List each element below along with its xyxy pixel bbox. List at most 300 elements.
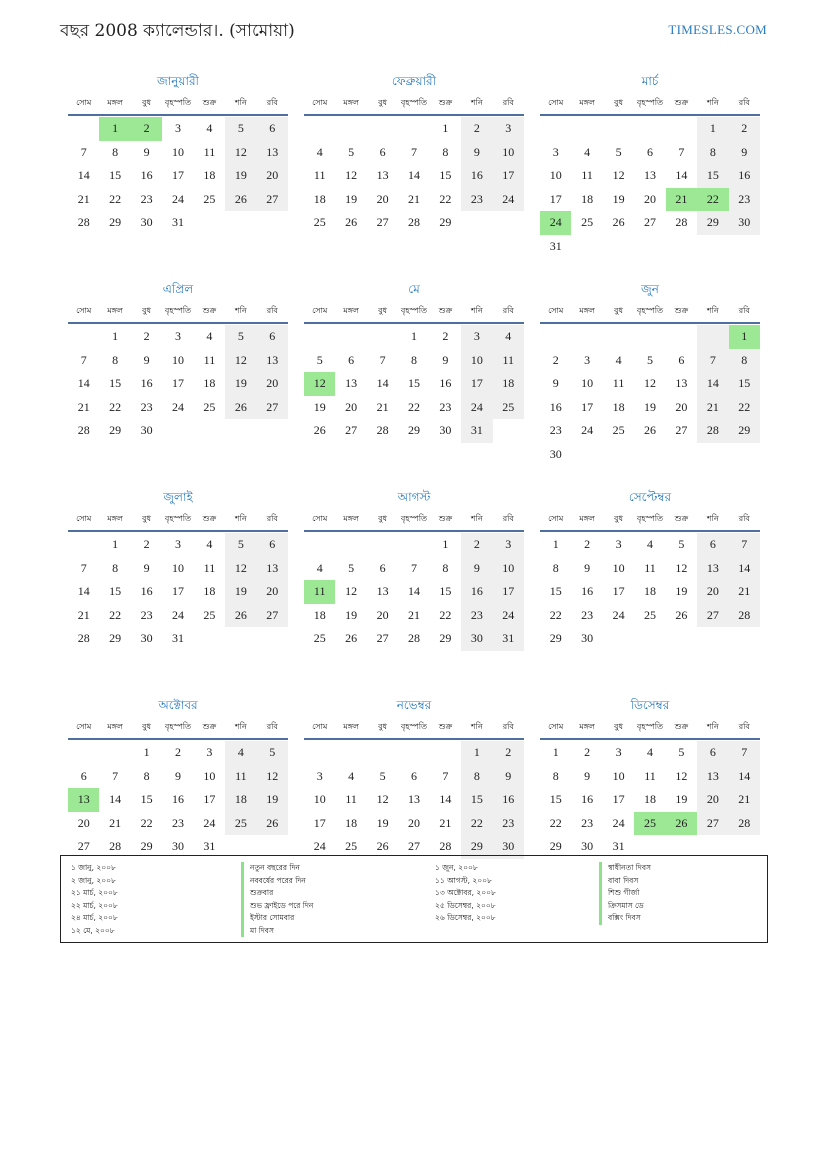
day-cell: 25 (581, 215, 594, 229)
day-cell: 13 (407, 792, 420, 806)
day-cell: 17 (171, 376, 184, 390)
day-grid (540, 741, 760, 859)
day-cell: 26 (675, 607, 688, 622)
day-cell: 8 (552, 768, 559, 783)
empty-cell (335, 533, 366, 557)
day-cell: 5 (348, 144, 355, 159)
day-cell: 20 (697, 580, 728, 604)
day-cell: 31 (171, 215, 184, 229)
day-cell: 17 (171, 584, 184, 598)
holiday-day-cell: 22 (697, 188, 728, 212)
day-cell: 21 (77, 191, 90, 206)
month-calendar (540, 278, 760, 486)
day-cell: 3 (584, 352, 591, 367)
month-title: জুলাই (163, 490, 193, 504)
day-cell: 14 (697, 372, 728, 396)
day-cell: 24 (612, 607, 625, 622)
weekday-label: সোম (76, 98, 92, 107)
weekday-header (304, 508, 524, 532)
day-cell: 5 (225, 325, 256, 349)
weekday-label: মঙ্গল (107, 306, 123, 315)
holiday-date: ১১ আগস্ট, ২০০৮ (435, 875, 492, 885)
day-cell: 31 (203, 839, 216, 853)
day-cell: 9 (442, 352, 449, 367)
weekday-header (540, 300, 760, 324)
day-cell: 7 (80, 144, 87, 159)
day-cell: 21 (729, 580, 760, 604)
day-cell: 24 (461, 396, 492, 420)
day-cell: 19 (612, 191, 625, 206)
day-cell: 25 (203, 191, 216, 206)
day-cell: 19 (376, 815, 389, 830)
day-cell: 29 (109, 631, 122, 645)
day-cell: 21 (376, 399, 389, 414)
weekday-label: বৃহস্পতি (400, 514, 428, 523)
weekday-label: সোম (312, 306, 328, 315)
weekday-header (304, 716, 524, 740)
day-cell: 24 (581, 423, 594, 437)
month-calendar (304, 486, 524, 694)
day-cell: 26 (345, 215, 358, 229)
day-cell: 6 (379, 144, 386, 159)
empty-cell (540, 325, 571, 349)
day-cell: 28 (729, 604, 760, 628)
day-cell: 29 (439, 631, 452, 645)
day-cell: 20 (345, 399, 358, 414)
day-cell: 5 (257, 741, 288, 765)
day-cell: 20 (675, 399, 688, 414)
weekday-label: শনি (470, 514, 483, 523)
day-cell: 25 (313, 631, 326, 645)
empty-cell (398, 117, 429, 141)
empty-cell (367, 741, 398, 765)
day-cell: 7 (442, 768, 449, 783)
day-cell: 20 (77, 815, 90, 830)
day-cell: 18 (203, 168, 216, 182)
day-cell: 24 (313, 839, 326, 853)
day-cell: 24 (612, 815, 625, 830)
day-cell: 20 (376, 607, 389, 622)
empty-cell (367, 533, 398, 557)
weekday-label: রবি (738, 306, 750, 315)
holiday-date: ২৫ ডিসেম্বর, ২০০৮ (435, 900, 496, 910)
day-cell: 16 (493, 788, 524, 812)
day-cell: 18 (345, 815, 358, 830)
day-cell: 19 (225, 372, 256, 396)
empty-cell (540, 117, 571, 141)
day-cell: 9 (493, 765, 524, 789)
day-cell: 20 (376, 191, 389, 206)
day-cell: 15 (439, 584, 452, 598)
day-cell: 2 (584, 745, 591, 759)
day-cell: 4 (316, 144, 323, 159)
day-cell: 25 (612, 423, 625, 437)
day-cell: 13 (257, 557, 288, 581)
day-cell: 21 (77, 399, 90, 414)
empty-cell (304, 741, 335, 765)
month-title: আগস্ট (397, 490, 431, 504)
holiday-date: ২৬ ডিসেম্বর, ২০০৮ (435, 913, 496, 922)
weekday-header (304, 92, 524, 116)
day-cell: 28 (697, 419, 728, 443)
day-cell: 21 (407, 607, 420, 622)
weekday-label: মঙ্গল (107, 98, 123, 107)
day-cell: 6 (697, 533, 728, 557)
weekday-label: সোম (76, 514, 92, 523)
weekday-label: শনি (706, 98, 719, 107)
day-cell: 31 (493, 627, 524, 651)
month-title: মার্চ (641, 74, 659, 88)
day-cell: 18 (612, 399, 625, 414)
day-cell: 16 (171, 792, 184, 806)
day-cell: 18 (225, 788, 256, 812)
day-cell: 19 (675, 792, 688, 806)
month-title: জুন (641, 282, 659, 296)
empty-cell (697, 325, 728, 349)
month-title: জানুয়ারী (157, 74, 199, 88)
day-cell: 7 (410, 144, 417, 159)
day-cell: 23 (581, 815, 594, 830)
day-cell: 15 (109, 376, 122, 390)
day-cell: 3 (615, 745, 622, 759)
day-cell: 22 (140, 815, 153, 830)
weekday-label: রবি (738, 514, 750, 523)
day-cell: 11 (644, 560, 656, 575)
day-cell: 9 (552, 376, 559, 390)
day-cell: 25 (345, 839, 358, 853)
day-cell: 10 (612, 560, 625, 575)
month-calendar (540, 486, 760, 694)
day-cell: 25 (313, 215, 326, 229)
holiday-date: ১ জানু, ২০০৮ (71, 863, 116, 872)
day-cell: 14 (675, 168, 688, 182)
day-cell: 21 (77, 607, 90, 622)
day-cell: 8 (112, 352, 119, 367)
day-cell: 2 (552, 352, 559, 367)
month-calendar (68, 486, 288, 694)
weekday-label: রবি (266, 306, 278, 315)
day-cell: 9 (461, 557, 492, 581)
weekday-label: বৃহস্পতি (400, 722, 428, 731)
holiday-date: ২ জানু, ২০০৮ (71, 875, 116, 885)
day-cell: 27 (257, 396, 288, 420)
weekday-label: মঙ্গল (579, 514, 595, 523)
day-cell: 28 (77, 423, 90, 437)
empty-cell (304, 325, 335, 349)
day-cell: 30 (140, 631, 153, 645)
day-cell: 11 (493, 349, 524, 373)
month-title: নভেম্বর (396, 698, 432, 712)
day-cell: 13 (376, 168, 389, 182)
holiday-name: স্বাধীনতা দিবস (599, 862, 651, 875)
empty-cell (634, 117, 665, 141)
weekday-label: বৃহস্পতি (164, 306, 192, 315)
day-cell: 18 (493, 372, 524, 396)
day-cell: 13 (257, 141, 288, 165)
day-cell: 15 (109, 584, 122, 598)
holiday-dates-col-1 (71, 862, 118, 937)
day-cell: 22 (109, 399, 122, 414)
day-cell: 15 (549, 792, 562, 806)
day-cell: 27 (376, 631, 389, 645)
weekday-label: শনি (706, 306, 719, 315)
day-cell: 18 (203, 584, 216, 598)
day-cell: 12 (376, 792, 389, 806)
empty-cell (335, 325, 366, 349)
day-cell: 2 (493, 741, 524, 765)
day-cell: 3 (174, 537, 181, 551)
day-cell: 5 (678, 745, 685, 759)
day-grid (540, 117, 760, 258)
day-cell: 11 (203, 144, 216, 159)
day-cell: 16 (549, 399, 562, 414)
weekday-header (68, 508, 288, 532)
holiday-name: নতুন বছরের দিন (241, 862, 313, 875)
brand-link[interactable]: TIMESLES.COM (668, 22, 767, 37)
day-cell: 3 (493, 117, 524, 141)
weekday-label: শুক্র (674, 98, 689, 107)
weekday-label: শুক্র (202, 722, 217, 731)
day-cell: 15 (549, 584, 562, 598)
weekday-label: রবি (266, 722, 278, 731)
day-cell: 14 (77, 168, 90, 182)
weekday-label: সোম (548, 306, 564, 315)
day-cell: 17 (493, 164, 524, 188)
day-cell: 9 (143, 144, 150, 159)
day-cell: 11 (581, 168, 593, 182)
day-cell: 23 (171, 815, 184, 830)
weekday-label: শুক্র (202, 514, 217, 523)
day-cell: 6 (257, 533, 288, 557)
empty-cell (367, 325, 398, 349)
day-cell: 17 (461, 372, 492, 396)
day-cell: 20 (257, 372, 288, 396)
day-cell: 9 (584, 768, 591, 783)
day-cell: 14 (407, 168, 420, 182)
day-cell: 13 (697, 765, 728, 789)
day-cell: 18 (643, 584, 656, 598)
day-cell: 24 (493, 604, 524, 628)
day-cell: 15 (407, 376, 420, 390)
month-title: ডিসেম্বর (630, 698, 670, 712)
day-cell: 4 (646, 537, 653, 551)
day-cell: 7 (678, 144, 685, 159)
day-cell: 9 (461, 141, 492, 165)
weekday-label: সোম (312, 98, 328, 107)
holiday-name: ইস্টার সোমবার (241, 912, 313, 925)
empty-cell (666, 325, 697, 349)
weekday-label: মঙ্গল (343, 722, 359, 731)
day-cell: 21 (439, 815, 452, 830)
day-cell: 14 (729, 765, 760, 789)
weekday-label: রবি (266, 98, 278, 107)
day-cell: 24 (493, 188, 524, 212)
day-cell: 30 (581, 839, 594, 853)
day-cell: 26 (376, 839, 389, 853)
holiday-day-cell: 26 (666, 812, 697, 836)
weekday-label: মঙ্গল (579, 722, 595, 731)
weekday-label: শনি (234, 98, 247, 107)
day-cell: 10 (171, 352, 184, 367)
weekday-label: বুধ (378, 722, 388, 731)
day-cell: 4 (646, 745, 653, 759)
day-cell: 17 (493, 580, 524, 604)
weekday-label: মঙ্গল (579, 306, 595, 315)
day-cell: 15 (697, 164, 728, 188)
weekday-label: শনি (234, 306, 247, 315)
day-cell: 1 (410, 329, 417, 343)
day-cell: 12 (643, 376, 656, 390)
day-cell: 8 (442, 560, 449, 575)
day-cell: 29 (109, 215, 122, 229)
holiday-name: বক্সিং দিবস (599, 912, 651, 925)
day-cell: 1 (552, 537, 559, 551)
holiday-date: ২১ মার্চ, ২০০৮ (71, 888, 118, 897)
day-cell: 29 (407, 423, 420, 437)
weekday-label: বুধ (614, 514, 624, 523)
weekday-label: শুক্র (202, 98, 217, 107)
day-cell: 13 (643, 168, 656, 182)
month-title: অক্টোবর (158, 698, 198, 712)
day-cell: 12 (345, 168, 358, 182)
weekday-label: শনি (234, 722, 247, 731)
day-cell: 12 (225, 141, 256, 165)
day-cell: 26 (225, 188, 256, 212)
day-cell: 11 (203, 352, 216, 367)
holiday-day-cell: 11 (304, 580, 335, 604)
day-cell: 19 (257, 788, 288, 812)
holiday-date: ১ জুন, ২০০৮ (435, 863, 478, 872)
day-cell: 22 (109, 607, 122, 622)
day-grid (304, 741, 524, 859)
day-cell: 14 (77, 584, 90, 598)
weekday-label: মঙ্গল (579, 98, 595, 107)
day-cell: 21 (697, 396, 728, 420)
day-cell: 1 (461, 741, 492, 765)
weekday-label: শুক্র (438, 98, 453, 107)
holiday-day-cell: 1 (99, 117, 130, 141)
day-cell: 17 (549, 191, 562, 206)
day-cell: 6 (646, 144, 653, 159)
holiday-name: ক্রিসমাস ডে (599, 900, 651, 913)
day-cell: 13 (675, 376, 688, 390)
day-cell: 10 (549, 168, 562, 182)
holiday-name: নববর্ষের পরের দিন (241, 875, 313, 888)
holiday-name: শিশু গীর্জা (599, 887, 651, 900)
day-cell: 26 (345, 631, 358, 645)
holiday-name: শুভ ফ্রাইডে পরে দিন (241, 900, 313, 913)
day-cell: 3 (174, 121, 181, 135)
day-cell: 24 (171, 191, 184, 206)
empty-cell (571, 117, 602, 141)
day-cell: 2 (143, 329, 150, 343)
day-cell: 29 (697, 211, 728, 235)
day-cell: 20 (697, 788, 728, 812)
weekday-label: বুধ (142, 722, 152, 731)
day-cell: 18 (203, 376, 216, 390)
day-cell: 18 (581, 191, 594, 206)
day-cell: 23 (140, 399, 153, 414)
day-cell: 23 (439, 399, 452, 414)
weekday-label: রবি (502, 98, 514, 107)
day-cell: 26 (612, 215, 625, 229)
day-cell: 30 (581, 631, 594, 645)
day-cell: 3 (174, 329, 181, 343)
empty-cell (571, 325, 602, 349)
day-cell: 28 (407, 215, 420, 229)
day-cell: 9 (143, 352, 150, 367)
day-cell: 27 (407, 839, 420, 853)
day-cell: 30 (493, 835, 524, 859)
day-cell: 14 (109, 792, 122, 806)
holiday-name: মা দিবস (241, 925, 313, 938)
day-cell: 24 (171, 399, 184, 414)
weekday-label: বৃহস্পতি (164, 514, 192, 523)
day-cell: 6 (379, 560, 386, 575)
weekday-label: মঙ্গল (343, 306, 359, 315)
day-cell: 10 (313, 792, 326, 806)
day-cell: 19 (345, 607, 358, 622)
day-cell: 20 (257, 580, 288, 604)
day-cell: 8 (729, 349, 760, 373)
weekday-label: বুধ (378, 98, 388, 107)
day-cell: 12 (345, 584, 358, 598)
day-cell: 10 (612, 768, 625, 783)
day-cell: 22 (729, 396, 760, 420)
day-cell: 16 (729, 164, 760, 188)
weekday-label: সোম (548, 98, 564, 107)
day-cell: 29 (549, 631, 562, 645)
holiday-date: ১৩ অক্টোবর, ২০০৮ (435, 888, 496, 897)
day-cell: 17 (612, 792, 625, 806)
day-grid (540, 533, 760, 651)
day-grid (68, 741, 288, 859)
day-cell: 3 (316, 768, 323, 783)
day-cell: 5 (225, 533, 256, 557)
day-cell: 6 (410, 768, 417, 783)
day-cell: 4 (493, 325, 524, 349)
weekday-label: বৃহস্পতি (636, 98, 664, 107)
day-cell: 23 (461, 604, 492, 628)
day-cell: 17 (171, 168, 184, 182)
holiday-day-cell: 21 (666, 188, 697, 212)
day-grid (304, 117, 524, 235)
holiday-day-cell: 25 (634, 812, 665, 836)
empty-cell (304, 117, 335, 141)
day-cell: 6 (348, 352, 355, 367)
day-cell: 14 (729, 557, 760, 581)
day-cell: 25 (203, 399, 216, 414)
empty-cell (603, 325, 634, 349)
day-cell: 16 (140, 168, 153, 182)
weekday-header (540, 92, 760, 116)
weekday-label: বুধ (142, 306, 152, 315)
day-grid (68, 533, 288, 651)
month-calendar (540, 70, 760, 278)
day-cell: 22 (439, 607, 452, 622)
day-cell: 19 (675, 584, 688, 598)
day-cell: 28 (109, 839, 122, 853)
day-cell: 21 (407, 191, 420, 206)
day-cell: 16 (140, 584, 153, 598)
day-cell: 12 (675, 560, 688, 575)
day-cell: 31 (549, 238, 562, 253)
weekday-label: বৃহস্পতি (164, 98, 192, 107)
day-cell: 29 (729, 419, 760, 443)
day-cell: 12 (675, 768, 688, 783)
weekday-label: রবি (502, 722, 514, 731)
day-cell: 27 (697, 812, 728, 836)
